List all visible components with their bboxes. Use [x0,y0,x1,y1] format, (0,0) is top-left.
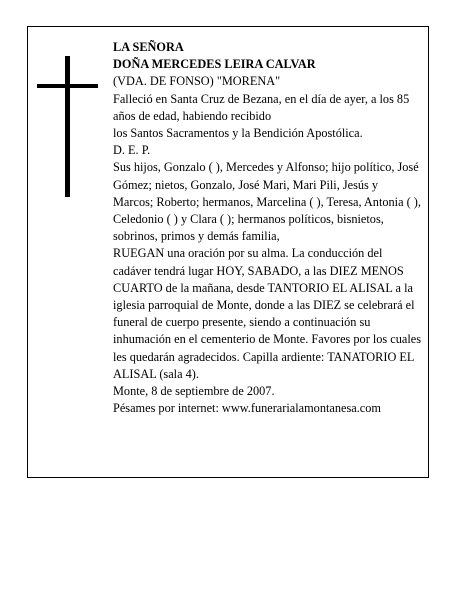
condolences-line: Pésames por internet: www.funerarialamontanesa.com [113,401,381,416]
sacraments-line: los Santos Sacramentos y la Bendición Apostólica. [113,126,363,141]
family-paragraph: Sus hijos, Gonzalo ( ), Mercedes y Alfonso; hijo político, José Gómez; nietos, Gonzalo, José Mari, Mari Pili, Jesús y Marcos; Roberto; hermanos, Marcelina ( ), Teresa, Antonia ( ), Celedonio ( ) y Clara ( ); hermanos políticos, bisnietos, sobrinos, primos y demás familia, [113,160,421,244]
cross-horizontal-bar [37,84,98,88]
deceased-name: DOÑA MERCEDES LEIRA CALVAR [113,57,316,72]
dep-line: D. E. P. [113,143,151,158]
death-notice: Falleció en Santa Cruz de Bezana, en el día de ayer, a los 85 años de edad, habiendo recibido [113,91,410,123]
obituary-text [113,39,421,417]
cross-vertical-bar [65,56,70,197]
deceased-alias: (VDA. DE FONSO) "MORENA" [113,74,281,89]
funeral-details: RUEGAN una oración por su alma. La conducción del cadáver tendrá lugar HOY, SABADO, a las DIEZ MENOS CUARTO de la mañana, desde TANTORIO EL ALISAL a la iglesia parroquial de Monte, donde a las DIEZ se celebrará el funeral de cuerpo presente, siendo a continuación su inhumación en el cementerio de Monte. Favores por los cuales les quedarán agradecidos. Capilla ardiente: TANATORIO EL ALISAL (sala 4). [113,246,422,381]
date-place: Monte, 8 de septiembre de 2007. [113,384,275,399]
title-line: LA SEÑORA [113,40,184,54]
